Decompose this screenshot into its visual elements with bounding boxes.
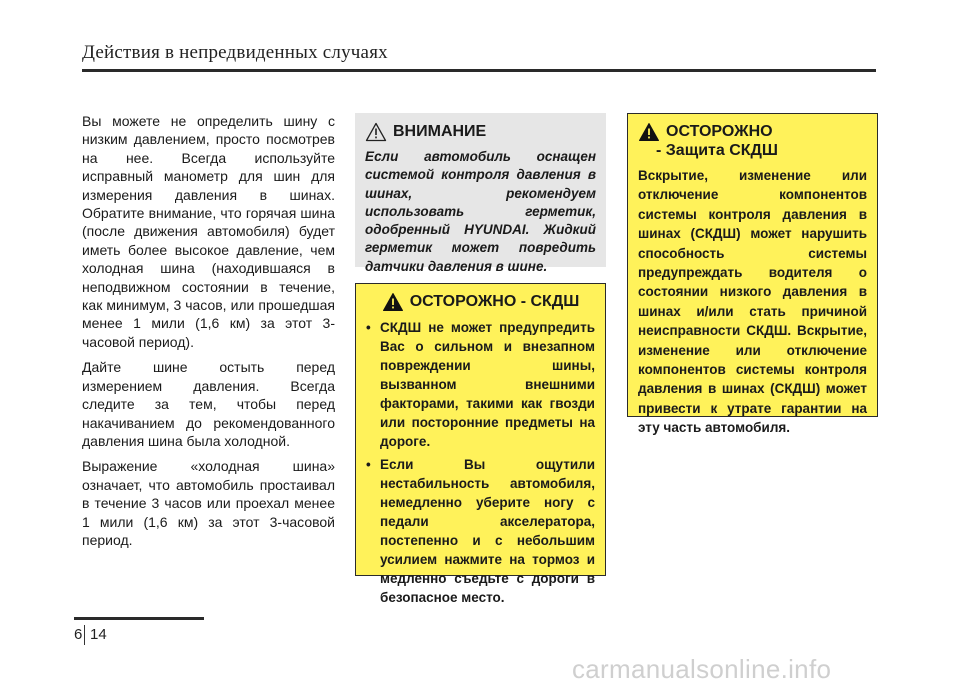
warning-box-tpms — [355, 283, 606, 605]
warning-box-tpms-header — [366, 292, 595, 312]
warning-bullet-list — [366, 318, 595, 607]
page-header-title: Действия в непредвиденных случаях — [82, 42, 388, 63]
notice-text: Если автомобиль оснащен системой контроля давления в шинах, рекомендуем использовать герметик, одобренный HYUNDAI. Жидкий герметик может повредить датчики давления в шине. — [365, 149, 596, 274]
warning-box-protection-title: ОСТОРОЖНО — [666, 123, 773, 140]
footer-rule — [74, 617, 204, 620]
warning-bullet-1: • СКДШ не может предупредить Вас о сильном и внезапном повреждении шины, вызванном внешними факторами, такими как гвозди или посторонние предметы на дороге. — [366, 318, 595, 451]
warning-triangle-icon — [365, 122, 387, 142]
paragraph-1: Вы можете не определить шину с низким давлением, просто посмотрев на нее. Всегда используйте исправный манометр для шин для измерения давления в шинах. Обратите внимание, что горячая шина (после движения автомобиля) будет иметь более высокое давление, чем холодная шина (находившаяся в неподвижном состоянии в течение, как минимум, 3 часов, или прошедшая менее 1 мили (1,6 км) за этот 3-часовой период). — [82, 113, 335, 350]
paragraph-2: Дайте шине остыть перед измерением давления. Всегда следите за тем, чтобы перед накачиванием до рекомендованного давления шина была холодной. — [82, 359, 335, 449]
page-number: 14 — [90, 626, 107, 643]
section-number: 6 — [74, 626, 83, 643]
notice-header — [365, 122, 596, 142]
warning-box-tpms-protection — [627, 113, 878, 436]
warning-box-protection-subtitle: - Защита СКДШ — [656, 142, 779, 159]
notice-box — [355, 113, 606, 274]
paragraph-3: Выражение «холодная шина» означает, что автомобиль простаивал в течение 3 часов или проехал менее 1 мили (1,6 км) за этот 3-часовой период. — [82, 458, 335, 548]
warning-bullet-2: • Если Вы ощутили нестабильность автомобиля, немедленно уберите ногу с педали акселератора, постепенно и с небольшим усилием нажмите на тормоз и медленно съедьте с дороги в безопасное место. — [366, 455, 595, 607]
warning-box-tpms-title: ОСТОРОЖНО - СКДШ — [409, 293, 580, 310]
warning-box-protection-header — [638, 122, 867, 142]
notice-title: ВНИМАНИЕ — [393, 123, 487, 140]
watermark: carmanualsonline.info — [572, 654, 832, 684]
warning-triangle-icon — [638, 122, 660, 142]
warning-triangle-icon — [382, 292, 404, 312]
header-rule — [82, 69, 876, 72]
page-number-divider — [84, 625, 85, 645]
warning-box-protection-text: Вскрытие, изменение или отключение компонентов системы контроля давления в шинах (СКДШ) может нарушить способность системы предупреждать водителя о состоянии низкого давления в шинах и/или стать причиной неисправности СКДШ. Вскрытие, изменение или отключение компонентов системы контроля давления в шинах (СКДШ) может привести к утрате гарантии на эту часть автомобиля. — [638, 168, 867, 436]
body-text-column — [82, 112, 335, 556]
